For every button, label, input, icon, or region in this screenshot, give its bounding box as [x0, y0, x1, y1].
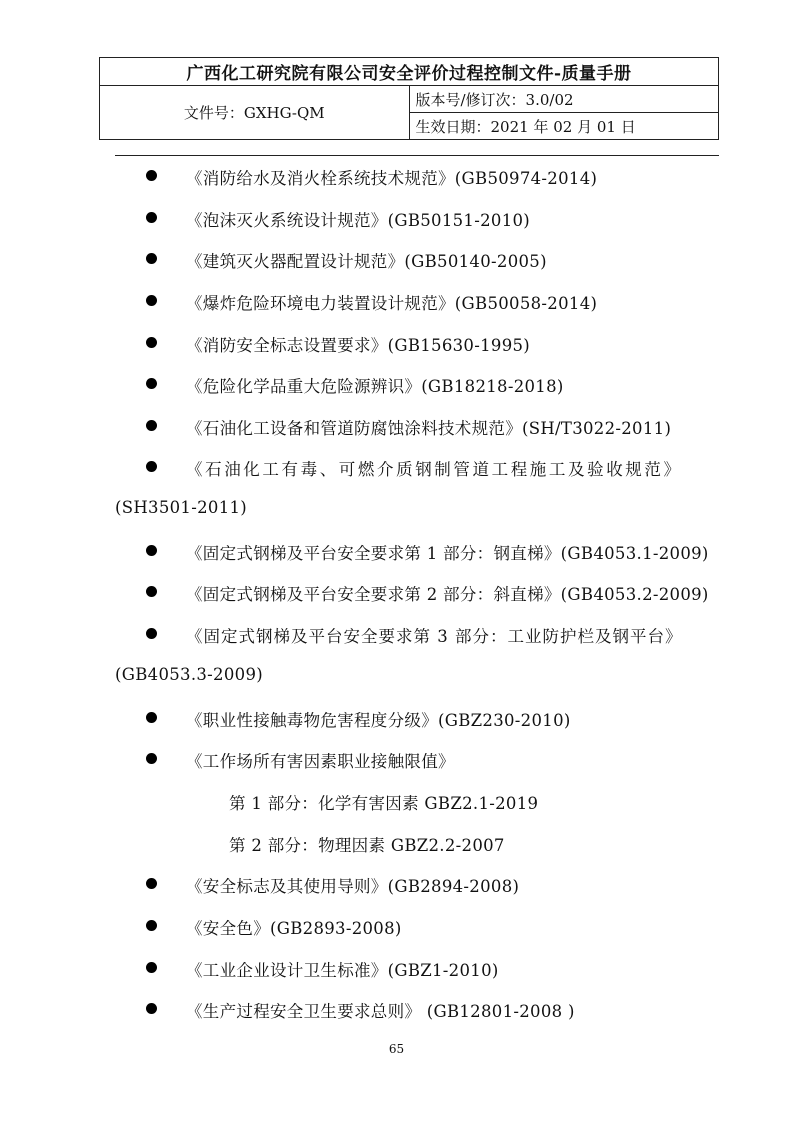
standard-item: 《工业企业设计卫生标准》(GBZ1-2010): [186, 961, 499, 980]
bullet-icon: [146, 920, 157, 931]
bullet-icon: [146, 378, 157, 389]
bullet-icon: [146, 253, 157, 264]
bullet-icon: [146, 545, 157, 556]
standard-item: 《爆炸危险环境电力装置设计规范》(GB50058-2014): [186, 294, 598, 313]
document-title: 广西化工研究院有限公司安全评价过程控制文件-质量手册: [100, 58, 719, 86]
version-number: 版本号/修订次：3.0/02: [409, 86, 719, 113]
standard-item: 《消防安全标志设置要求》(GB15630-1995): [186, 336, 531, 355]
bullet-icon: [146, 753, 157, 764]
bullet-icon: [146, 586, 157, 597]
bullet-icon: [146, 420, 157, 431]
header-divider: [115, 155, 719, 156]
page-number: 65: [388, 1042, 405, 1056]
bullet-icon: [146, 712, 157, 723]
standard-item: 《安全标志及其使用导则》(GB2894-2008): [186, 877, 520, 896]
standard-item: 《职业性接触毒物危害程度分级》(GBZ230-2010): [186, 711, 571, 730]
standard-item-continuation: (SH3501-2011): [115, 498, 248, 517]
standard-item: 《生产过程安全卫生要求总则》 (GB12801-2008 ): [186, 1002, 575, 1021]
bullet-icon: [146, 295, 157, 306]
document-header-table: [99, 57, 719, 140]
bullet-icon: [146, 170, 157, 181]
standard-item: 《固定式钢梯及平台安全要求第 2 部分：斜直梯》(GB4053.2-2009): [186, 585, 709, 604]
bullet-icon: [146, 212, 157, 223]
standard-item-continuation: (GB4053.3-2009): [115, 665, 263, 684]
standard-item: 《石油化工设备和管道防腐蚀涂料技术规范》(SH/T3022-2011): [186, 419, 672, 438]
effective-date: 生效日期：2021 年 02 月 01 日: [409, 113, 719, 140]
standard-item: 《工作场所有害因素职业接触限值》: [186, 752, 455, 771]
bullet-icon: [146, 628, 157, 639]
standard-item: 《固定式钢梯及平台安全要求第 3 部分：工业防护栏及钢平台》: [186, 627, 683, 646]
standard-item: 《建筑灭火器配置设计规范》(GB50140-2005): [186, 252, 547, 271]
standard-item: 《石油化工有毒、可燃介质钢制管道工程施工及验收规范》: [186, 460, 683, 479]
sub-item: 第 1 部分：化学有害因素 GBZ2.1-2019: [229, 794, 539, 813]
standard-item: 《固定式钢梯及平台安全要求第 1 部分：钢直梯》(GB4053.1-2009): [186, 544, 709, 563]
bullet-icon: [146, 878, 157, 889]
standard-item: 《泡沫灭火系统设计规范》(GB50151-2010): [186, 211, 531, 230]
file-number: 文件号：GXHG-QM: [100, 86, 410, 140]
bullet-icon: [146, 337, 157, 348]
bullet-icon: [146, 962, 157, 973]
bullet-icon: [146, 461, 157, 472]
sub-item: 第 2 部分：物理因素 GBZ2.2-2007: [229, 836, 505, 855]
bullet-icon: [146, 1003, 157, 1014]
standard-item: 《安全色》(GB2893-2008): [186, 919, 402, 938]
standard-item: 《危险化学品重大危险源辨识》(GB18218-2018): [186, 377, 564, 396]
standard-item: 《消防给水及消火栓系统技术规范》(GB50974-2014): [186, 169, 598, 188]
